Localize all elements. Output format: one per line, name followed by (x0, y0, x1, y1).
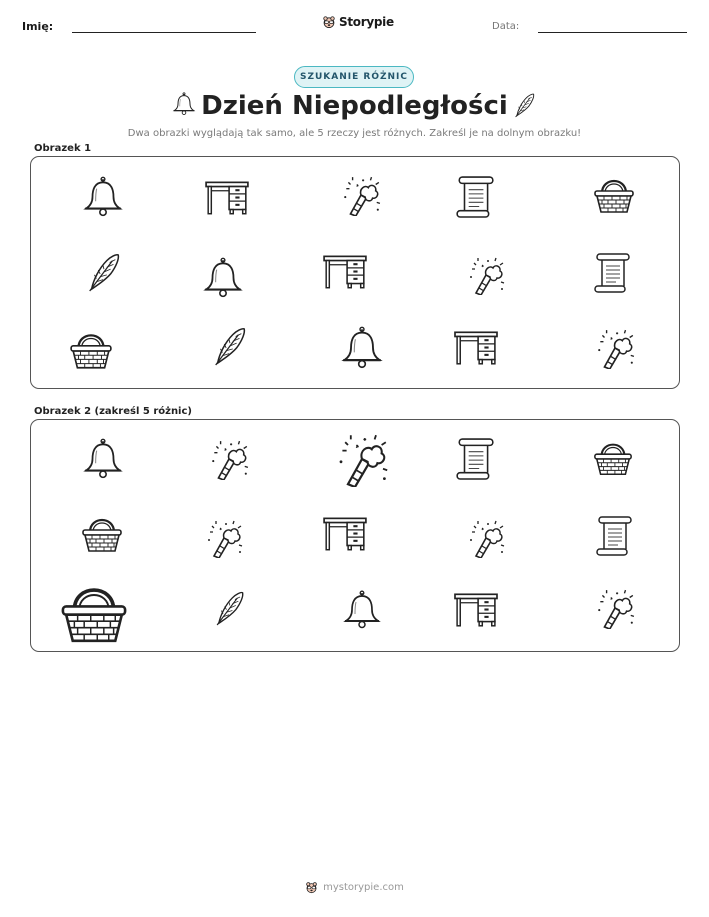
name-line[interactable] (72, 32, 256, 33)
scroll-icon (454, 172, 496, 220)
panel2-firework-4[interactable] (594, 584, 636, 632)
panel2-basket-2[interactable] (80, 512, 124, 556)
panel2-firework-1[interactable] (208, 436, 250, 482)
panel2-scroll-1[interactable] (454, 434, 496, 482)
panel1-basket-1[interactable] (592, 172, 636, 218)
panel1-feather-2[interactable] (210, 322, 248, 370)
basket-icon (80, 512, 124, 556)
page-title: Dzień Niepodległości (201, 91, 508, 121)
bell-icon (340, 326, 384, 370)
feather-icon (84, 248, 122, 296)
panel1-bell-1[interactable] (82, 176, 124, 218)
desk-icon (322, 250, 368, 292)
basket-icon (58, 580, 130, 646)
panel1-firework-3[interactable] (594, 324, 636, 372)
panel1-feather-1[interactable] (84, 248, 122, 296)
panel1-bell-3[interactable] (340, 326, 384, 370)
panel2-desk-2[interactable] (452, 588, 500, 630)
firework-icon (466, 252, 506, 298)
bell-icon (202, 256, 244, 300)
brand-name: Storypie (339, 15, 394, 29)
name-label: Imię: (22, 20, 54, 33)
storypie-mascot-icon (305, 881, 318, 894)
brand-logo (322, 13, 394, 31)
panel2-bell-1[interactable] (82, 436, 124, 482)
date-line[interactable] (538, 32, 687, 33)
desk-icon (204, 176, 250, 218)
panel1-desk-3[interactable] (452, 326, 500, 368)
firework-icon (594, 584, 636, 632)
panel2-label: Obrazek 2 (zakreśl 5 różnic) (34, 406, 192, 417)
desk-icon (452, 326, 500, 368)
date-label: Data: (492, 21, 520, 32)
feather-icon (210, 322, 248, 370)
bell-icon (342, 588, 382, 632)
panel2-bell-2[interactable] (342, 588, 382, 632)
panel2-firework-2[interactable] (204, 514, 244, 562)
bell-icon (82, 436, 124, 482)
firework-icon (340, 172, 382, 218)
panel1-bell-2[interactable] (202, 256, 244, 300)
firework-icon (594, 324, 636, 372)
footer-url[interactable]: mystorypie.com (323, 882, 404, 893)
basket-icon (592, 436, 634, 480)
instructions: Dwa obrazki wyglądają tak samo, ale 5 rzeczy jest różnych. Zakreśl je na dolnym obrazku! (127, 128, 582, 139)
panel2-basket-1[interactable] (592, 436, 634, 480)
bell-icon (82, 176, 124, 218)
firework-icon (466, 514, 506, 562)
panel1-firework-2[interactable] (466, 252, 506, 298)
panel1-scroll-2[interactable] (592, 248, 632, 296)
panel2-desk-1[interactable] (322, 512, 368, 554)
panel1-desk-2[interactable] (322, 250, 368, 292)
firework-icon (204, 514, 244, 562)
category-badge: SZUKANIE RÓŻNIC (294, 66, 414, 88)
basket-icon (592, 172, 636, 218)
panel2-firework-large[interactable] (334, 426, 390, 492)
scroll-icon (454, 434, 496, 482)
panel2-feather-1[interactable] (212, 584, 246, 632)
basket-icon (68, 326, 114, 374)
title-feather-icon (512, 90, 536, 120)
panel1-basket-2[interactable] (68, 326, 114, 374)
panel1-scroll-1[interactable] (454, 172, 496, 220)
feather-icon (212, 584, 246, 632)
scroll-icon (594, 512, 634, 558)
firework-icon (208, 436, 250, 482)
firework-icon (334, 426, 390, 492)
panel2-firework-3[interactable] (466, 514, 506, 562)
panel2-scroll-2[interactable] (594, 512, 634, 558)
desk-icon (452, 588, 500, 630)
footer (0, 881, 709, 894)
desk-icon (322, 512, 368, 554)
panel2-basket-large[interactable] (58, 580, 130, 646)
scroll-icon (592, 248, 632, 296)
panel1-firework-1[interactable] (340, 172, 382, 218)
panel1-label: Obrazek 1 (34, 143, 92, 154)
panel1-desk-1[interactable] (204, 176, 250, 218)
storypie-mascot-icon (322, 15, 336, 29)
